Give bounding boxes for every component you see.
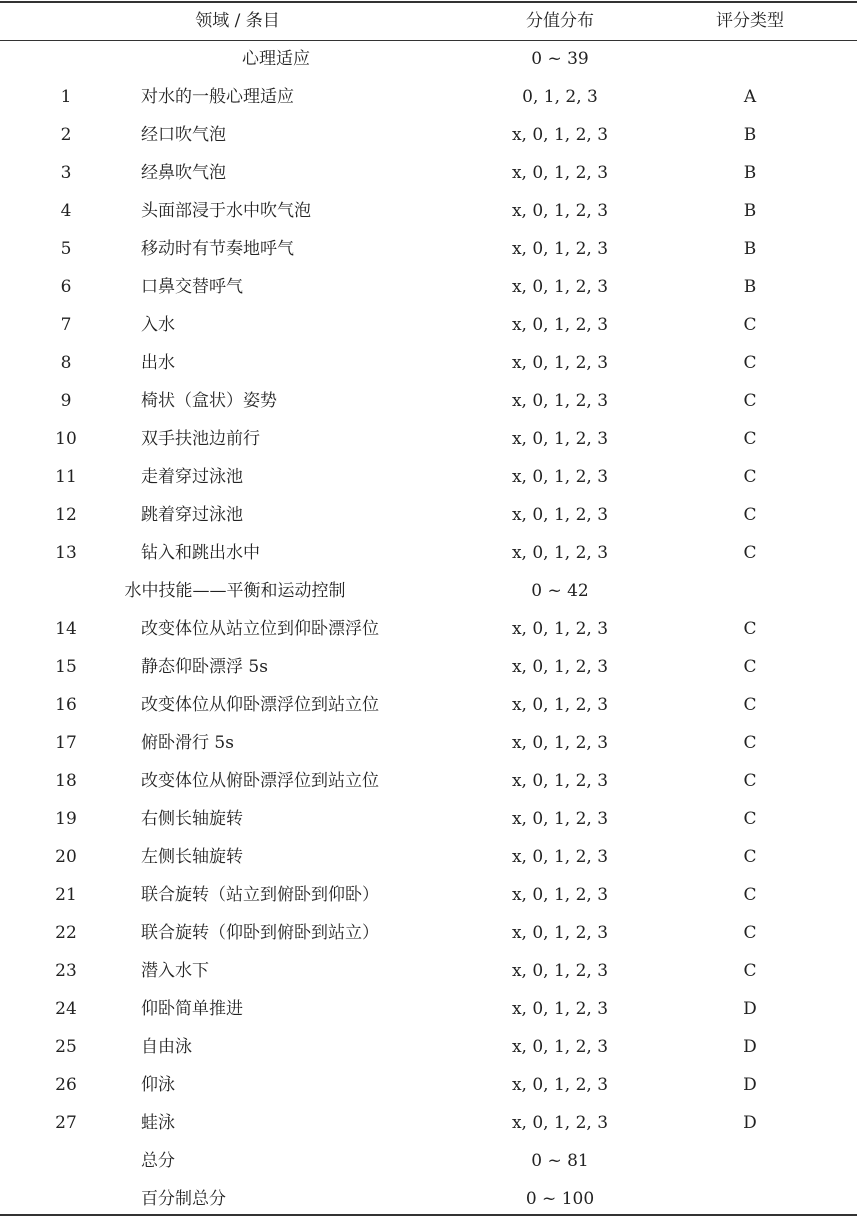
item-number: 11 [55, 467, 77, 487]
item-score: x, 0, 1, 2, 3 [511, 809, 609, 829]
table-row [0, 344, 857, 382]
item-name: 经鼻吹气泡 [141, 163, 226, 183]
table-row [0, 192, 857, 230]
item-name: 入水 [141, 315, 175, 335]
item-score: x, 0, 1, 2, 3 [511, 125, 609, 145]
table-row [0, 724, 857, 762]
item-number: 1 [60, 87, 72, 107]
item-number: 2 [60, 125, 72, 145]
item-name: 双手扶池边前行 [141, 429, 260, 449]
table-row [0, 990, 857, 1028]
table-row [0, 382, 857, 420]
item-name: 钻入和跳出水中 [141, 543, 260, 563]
item-type: C [743, 353, 757, 373]
item-type: C [743, 391, 757, 411]
item-score: x, 0, 1, 2, 3 [511, 1113, 609, 1133]
item-number: 12 [55, 505, 77, 525]
item-number: 6 [60, 277, 72, 297]
table-row [0, 458, 857, 496]
total-range: 0 ~ 100 [525, 1189, 595, 1209]
item-score: x, 0, 1, 2, 3 [511, 543, 609, 563]
item-type: D [743, 1113, 757, 1133]
item-name: 仰卧简单推进 [141, 999, 243, 1019]
item-score: x, 0, 1, 2, 3 [511, 1037, 609, 1057]
total-row [0, 1180, 857, 1218]
table-row [0, 268, 857, 306]
table-row [0, 1028, 857, 1066]
table-row [0, 496, 857, 534]
item-name: 俯卧滑行 5s [141, 733, 234, 753]
header-item: 领域 / 条目 [195, 11, 280, 31]
section-range: 0 ~ 39 [531, 49, 589, 69]
item-type: B [743, 277, 757, 297]
item-name: 跳着穿过泳池 [141, 505, 243, 525]
item-number: 13 [55, 543, 77, 563]
item-score: x, 0, 1, 2, 3 [511, 771, 609, 791]
item-score: x, 0, 1, 2, 3 [511, 847, 609, 867]
item-type: B [743, 163, 757, 183]
section-row [0, 40, 857, 78]
item-name: 改变体位从仰卧漂浮位到站立位 [141, 695, 379, 715]
table-row [0, 154, 857, 192]
table-row [0, 306, 857, 344]
item-score: x, 0, 1, 2, 3 [511, 467, 609, 487]
table-row [0, 534, 857, 572]
table-header [0, 2, 857, 40]
table-row [0, 952, 857, 990]
item-number: 25 [55, 1037, 77, 1057]
item-score: x, 0, 1, 2, 3 [511, 505, 609, 525]
item-score: x, 0, 1, 2, 3 [511, 163, 609, 183]
table-row [0, 838, 857, 876]
item-score: x, 0, 1, 2, 3 [511, 201, 609, 221]
table-row [0, 876, 857, 914]
table-row [0, 648, 857, 686]
item-type: C [743, 467, 757, 487]
item-score: x, 0, 1, 2, 3 [511, 1075, 609, 1095]
section-range: 0 ~ 42 [531, 581, 589, 601]
item-type: D [743, 1075, 757, 1095]
item-type: B [743, 201, 757, 221]
item-type: C [743, 809, 757, 829]
total-label: 百分制总分 [141, 1189, 226, 1209]
section-title: 水中技能——平衡和运动控制 [124, 581, 346, 601]
item-name: 走着穿过泳池 [141, 467, 243, 487]
item-name: 椅状（盒状）姿势 [141, 391, 277, 411]
item-name: 左侧长轴旋转 [141, 847, 243, 867]
item-name: 改变体位从站立位到仰卧漂浮位 [141, 619, 379, 639]
item-name: 对水的一般心理适应 [141, 87, 294, 107]
item-name: 蛙泳 [141, 1113, 175, 1133]
item-name: 联合旋转（站立到俯卧到仰卧） [141, 885, 379, 905]
item-type: C [743, 885, 757, 905]
item-number: 15 [55, 657, 77, 677]
section-row [0, 572, 857, 610]
item-name: 经口吹气泡 [141, 125, 226, 145]
item-name: 潜入水下 [141, 961, 209, 981]
item-score: x, 0, 1, 2, 3 [511, 657, 609, 677]
item-type: C [743, 733, 757, 753]
item-number: 20 [55, 847, 77, 867]
item-name: 静态仰卧漂浮 5s [141, 657, 268, 677]
item-number: 10 [55, 429, 77, 449]
item-score: x, 0, 1, 2, 3 [511, 429, 609, 449]
item-score: x, 0, 1, 2, 3 [511, 239, 609, 259]
item-number: 5 [60, 239, 72, 259]
table-row [0, 914, 857, 952]
item-score: x, 0, 1, 2, 3 [511, 695, 609, 715]
item-number: 3 [60, 163, 72, 183]
total-row [0, 1142, 857, 1180]
item-type: C [743, 429, 757, 449]
item-score: x, 0, 1, 2, 3 [511, 277, 609, 297]
item-score: x, 0, 1, 2, 3 [511, 885, 609, 905]
item-name: 右侧长轴旋转 [141, 809, 243, 829]
item-number: 16 [55, 695, 77, 715]
item-type: A [743, 87, 757, 107]
item-number: 18 [55, 771, 77, 791]
item-type: B [743, 239, 757, 259]
item-type: C [743, 695, 757, 715]
item-type: C [743, 543, 757, 563]
table-row [0, 230, 857, 268]
table-row [0, 762, 857, 800]
item-number: 27 [55, 1113, 77, 1133]
item-type: D [743, 1037, 757, 1057]
table-row [0, 800, 857, 838]
item-name: 出水 [141, 353, 175, 373]
item-number: 22 [55, 923, 77, 943]
item-name: 自由泳 [141, 1037, 192, 1057]
item-type: B [743, 125, 757, 145]
item-name: 仰泳 [141, 1075, 175, 1095]
item-type: C [743, 657, 757, 677]
item-name: 口鼻交替呼气 [141, 277, 243, 297]
total-range: 0 ~ 81 [531, 1151, 589, 1171]
item-number: 7 [60, 315, 72, 335]
item-number: 21 [55, 885, 77, 905]
table-bottom-rule [0, 1214, 857, 1216]
item-name: 移动时有节奏地呼气 [141, 239, 294, 259]
table-row [0, 1104, 857, 1142]
item-score: x, 0, 1, 2, 3 [511, 391, 609, 411]
total-label: 总分 [141, 1151, 175, 1171]
item-score: x, 0, 1, 2, 3 [511, 315, 609, 335]
item-type: C [743, 505, 757, 525]
item-number: 9 [60, 391, 72, 411]
item-score: x, 0, 1, 2, 3 [511, 353, 609, 373]
item-type: C [743, 771, 757, 791]
item-number: 23 [55, 961, 77, 981]
item-number: 19 [55, 809, 77, 829]
item-type: C [743, 961, 757, 981]
header-score: 分值分布 [526, 11, 594, 31]
table-row [0, 420, 857, 458]
item-type: C [743, 923, 757, 943]
table-row [0, 686, 857, 724]
item-name: 联合旋转（仰卧到俯卧到站立） [141, 923, 379, 943]
item-type: C [743, 315, 757, 335]
item-score: x, 0, 1, 2, 3 [511, 619, 609, 639]
item-number: 8 [60, 353, 72, 373]
item-name: 改变体位从俯卧漂浮位到站立位 [141, 771, 379, 791]
section-title: 心理适应 [242, 49, 310, 69]
header-type: 评分类型 [716, 11, 784, 31]
table-row [0, 1066, 857, 1104]
item-number: 26 [55, 1075, 77, 1095]
item-type: C [743, 847, 757, 867]
item-score: 0, 1, 2, 3 [522, 87, 598, 107]
item-number: 17 [55, 733, 77, 753]
item-score: x, 0, 1, 2, 3 [511, 923, 609, 943]
item-number: 4 [60, 201, 72, 221]
item-name: 头面部浸于水中吹气泡 [141, 201, 311, 221]
item-score: x, 0, 1, 2, 3 [511, 961, 609, 981]
table-row [0, 116, 857, 154]
item-score: x, 0, 1, 2, 3 [511, 999, 609, 1019]
item-type: D [743, 999, 757, 1019]
item-score: x, 0, 1, 2, 3 [511, 733, 609, 753]
item-type: C [743, 619, 757, 639]
table-row [0, 610, 857, 648]
item-number: 14 [55, 619, 77, 639]
item-number: 24 [55, 999, 77, 1019]
table-row [0, 78, 857, 116]
